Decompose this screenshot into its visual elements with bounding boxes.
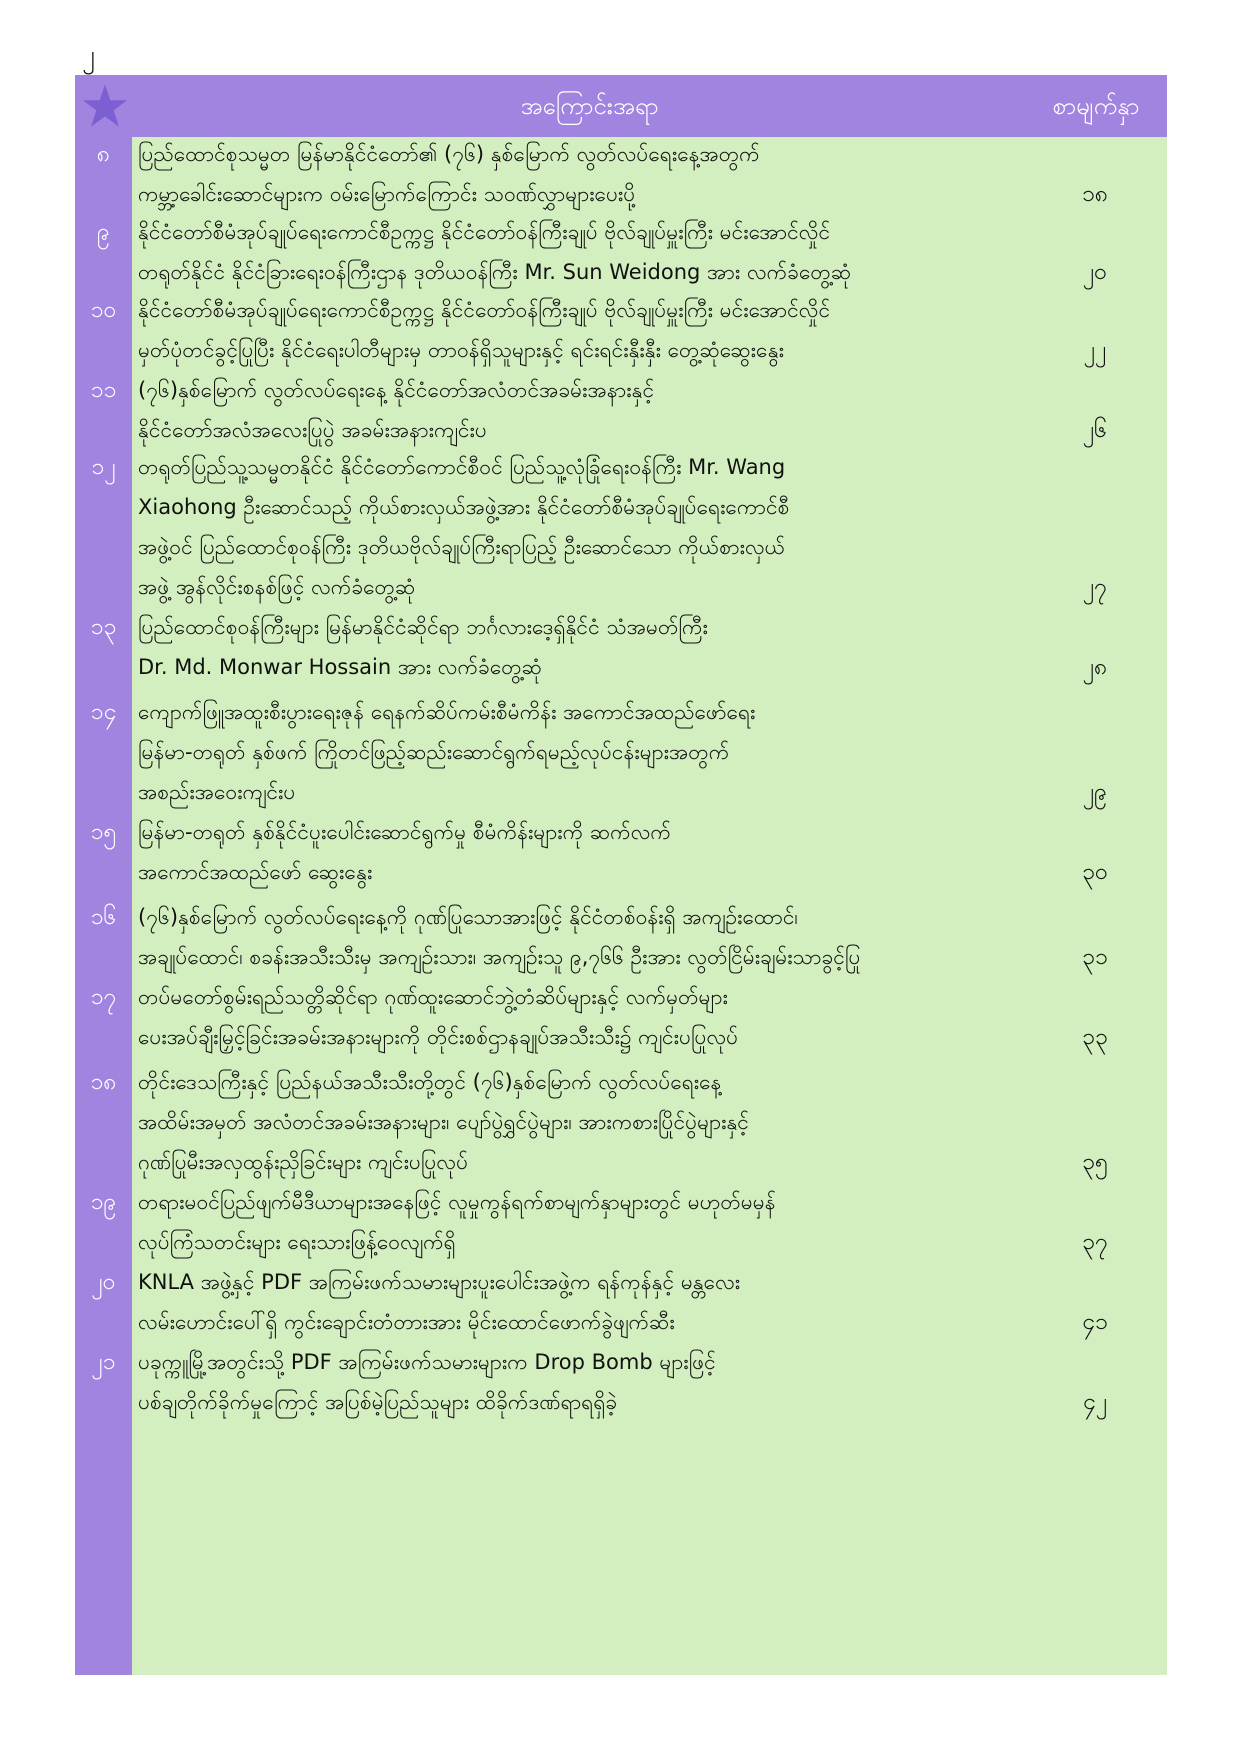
entry-title-line: ကမ္ဘာ့ခေါင်းဆောင်များက ဝမ်းမြောက်ကြောင်း သဝဏ်လွှာများပေးပို့ — [138, 182, 636, 206]
entry-number: ၈ — [96, 141, 111, 167]
entry-title-line: တရုတ်နိုင်ငံ နိုင်ငံခြားရေးဝန်ကြီးဌာန ဒုတိယဝန်ကြီး Mr. Sun Weidong အား လက်ခံတွေ့ဆုံ — [138, 260, 852, 284]
entry-page-number: ၃၇ — [1082, 1229, 1108, 1255]
entry-number: ၁၇ — [90, 984, 117, 1010]
entry-number: ၁၈ — [90, 1069, 117, 1095]
entry-page-number: ၂၈ — [1082, 654, 1108, 680]
entry-title-line: မြန်မာ-တရုတ် နှစ်ဖက် ကြိုတင်ဖြည့်ဆည်းဆောင်ရွက်ရမည့်လုပ်ငန်းများအတွက် — [138, 740, 730, 764]
entry-title — [138, 812, 1038, 892]
entry-title — [138, 212, 1038, 292]
entry-number: ၁၄ — [90, 699, 117, 725]
entry-title — [138, 134, 1038, 214]
entry-title-line: ဂုဏ်ပြုမီးအလှထွန်းညှိခြင်းများ ကျင်းပပြုလုပ် — [138, 1150, 469, 1174]
entry-title-line: Xiaohong ဦးဆောင်သည့် ကိုယ်စားလှယ်အဖွဲ့အား နိုင်ငံတော်စီမံအုပ်ချုပ်ရေးကောင်စီ — [138, 495, 790, 519]
entry-title-line: (၇၆)နှစ်မြောက် လွတ်လပ်ရေးနေ့ကို ဂုဏ်ပြုသောအားဖြင့် နိုင်ငံတစ်ဝန်းရှိ အကျဉ်းထောင်၊ — [138, 905, 798, 929]
entry-title-line: (၇၆)နှစ်မြောက် လွတ်လပ်ရေးနေ့ နိုင်ငံတော်အလံတင်အခမ်းအနားနှင့် — [138, 378, 655, 402]
entry-page-number: ၂၆ — [1082, 417, 1108, 443]
entry-title — [138, 1342, 1038, 1422]
entry-title-line: နိုင်ငံတော်အလံအလေးပြုပွဲ အခမ်းအနားကျင်းပ — [138, 418, 487, 442]
entry-page-number: ၂၂ — [1083, 337, 1107, 363]
entry-page-number: ၂၇ — [1082, 574, 1108, 600]
entry-title-line: တိုင်းဒေသကြီးနှင့် ပြည်နယ်အသီးသီးတို့တွင် (၇၆)နှစ်မြောက် လွတ်လပ်ရေးနေ့ — [138, 1070, 722, 1094]
table-of-contents — [75, 75, 1167, 1675]
entry-title-line: ပစ်ချတိုက်ခိုက်မှုကြောင့် အပြစ်မဲ့ပြည်သူများ ထိခိုက်ဒဏ်ရာရရှိခဲ့ — [138, 1390, 618, 1414]
entry-title — [138, 1062, 1038, 1182]
entry-page-number: ၃၁ — [1082, 944, 1108, 970]
entry-title-line: ပြည်ထောင်စုဝန်ကြီးများ မြန်မာနိုင်ငံဆိုင်ရာ ဘင်္ဂလားဒေ့ရှ်နိုင်ငံ သံအမတ်ကြီး — [138, 615, 708, 639]
entry-title — [138, 290, 1038, 370]
entry-title-line: လုပ်ကြံသတင်းများ ရေးသားဖြန့်ဝေလျက်ရှိ — [138, 1230, 456, 1254]
entry-title-line: အထိမ်းအမှတ် အလံတင်အခမ်းအနားများ၊ ပျော်ပွဲရွှင်ပွဲများ၊ အားကစားပြိုင်ပွဲများနှင့် — [138, 1110, 749, 1134]
entry-title-line: အကောင်အထည်ဖော် ဆွေးနွေး — [138, 860, 373, 884]
entry-title — [138, 1262, 1038, 1342]
entry-number: ၁၂ — [91, 454, 116, 480]
star-icon — [81, 81, 129, 131]
entry-page-number: ၁၈ — [1081, 181, 1109, 207]
entry-title-line: ကျောက်ဖြူအထူးစီးပွားရေးဇုန် ရေနက်ဆိပ်ကမ်းစီမံကိန်း အကောင်အထည်ဖော်ရေး — [138, 700, 756, 724]
entry-number: ၁၅ — [90, 819, 117, 845]
entry-number: ၁၉ — [90, 1189, 117, 1215]
entry-title — [138, 370, 1038, 450]
entry-title — [138, 977, 1038, 1057]
entry-number: ၂၁ — [91, 1349, 116, 1375]
entry-title-line: မြန်မာ-တရုတ် နှစ်နိုင်ငံပူးပေါင်းဆောင်ရွက်မှု စီမံကိန်းများကို ဆက်လက် — [138, 820, 671, 844]
entry-page-number: ၂၀ — [1082, 259, 1108, 285]
entry-title-line: အဖွဲ့ အွန်လိုင်းစနစ်ဖြင့် လက်ခံတွေ့ဆုံ — [138, 575, 416, 599]
entry-title-line: လမ်းဟောင်းပေါ်ရှိ ကွင်းချောင်းတံတားအား မိုင်းထောင်ဖောက်ခွဲဖျက်ဆီး — [138, 1310, 675, 1334]
entry-title — [138, 607, 1038, 687]
entry-page-number: ၂၉ — [1082, 779, 1108, 805]
entry-title-line: ပြည်ထောင်စုသမ္မတ မြန်မာနိုင်ငံတော်၏ (၇၆) နှစ်မြောက် လွတ်လပ်ရေးနေ့အတွက် — [138, 142, 760, 166]
entry-title — [138, 692, 1038, 812]
page-number: ၂ — [82, 40, 95, 70]
entry-page-number: ၄၁ — [1082, 1309, 1108, 1335]
entry-title-line: တရုတ်ပြည်သူ့သမ္မတနိုင်ငံ နိုင်ငံတော်ကောင်စီဝင် ပြည်သူ့လုံခြုံရေးဝန်ကြီး Mr. Wang — [138, 455, 786, 479]
entry-title-line: မှတ်ပုံတင်ခွင့်ပြုပြီး နိုင်ငံရေးပါတီများမှ တာဝန်ရှိသူများနှင့် ရင်းရင်းနှီးနှီး တွေ့ဆုံဆွေးနွေး — [138, 338, 784, 362]
toc-header — [75, 75, 1167, 137]
entry-number: ၁၆ — [90, 904, 117, 930]
entry-page-number: ၃၅ — [1082, 1149, 1108, 1175]
entry-title-line: Dr. Md. Monwar Hossain အား လက်ခံတွေ့ဆုံ — [138, 655, 542, 679]
entry-page-number: ၃၃ — [1082, 1024, 1108, 1050]
entry-number: ၁၀ — [90, 297, 117, 323]
entry-number: ၂၀ — [91, 1269, 116, 1295]
entry-page-number: ၃၀ — [1082, 859, 1108, 885]
entry-title — [138, 1182, 1038, 1262]
entry-title-line: နိုင်ငံတော်စီမံအုပ်ချုပ်ရေးကောင်စီဥက္ကဋ္ဌ နိုင်ငံတော်ဝန်ကြီးချုပ် ဗိုလ်ချုပ်မှူးကြီး မင်းအောင်လှိုင် — [138, 220, 831, 244]
entry-number: ၉ — [97, 219, 110, 245]
page-column-label: စာမျက်နှာ — [1052, 92, 1140, 120]
entry-number: ၁၁ — [90, 377, 117, 403]
entry-title-line: အချုပ်ထောင်၊ စခန်းအသီးသီးမှ အကျဉ်းသား၊ အကျဉ်းသူ ၉,၇၆၆ ဦးအား လွတ်ငြိမ်းချမ်းသာခွင့်ပြု — [138, 945, 861, 969]
entry-title-line: ပေးအပ်ချီးမြှင့်ခြင်းအခမ်းအနားများကို တိုင်းစစ်ဌာနချုပ်အသီးသီး၌ ကျင်းပပြုလုပ် — [138, 1025, 739, 1049]
entry-title-line: KNLA အဖွဲ့နှင့် PDF အကြမ်းဖက်သမားများပူးပေါင်းအဖွဲ့က ရန်ကုန်နှင့် မန္တလေး — [138, 1270, 741, 1294]
entry-title-line: တပ်မတော်စွမ်းရည်သတ္တိဆိုင်ရာ ဂုဏ်ထူးဆောင်ဘွဲ့တံဆိပ်များနှင့် လက်မှတ်များ — [138, 985, 728, 1009]
entry-title-line: နိုင်ငံတော်စီမံအုပ်ချုပ်ရေးကောင်စီဥက္ကဋ္ဌ နိုင်ငံတော်ဝန်ကြီးချုပ် ဗိုလ်ချုပ်မှူးကြီး မင်းအောင်လှိုင် — [138, 298, 831, 322]
entry-title-line: အဖွဲ့ဝင် ပြည်ထောင်စုဝန်ကြီး ဒုတိယဗိုလ်ချုပ်ကြီးရာပြည့် ဦးဆောင်သော ကိုယ်စားလှယ် — [138, 535, 786, 559]
entry-title-line: တရားမဝင်ပြည်ဖျက်မီဒီယာများအနေဖြင့် လူမှုကွန်ရက်စာမျက်နှာများတွင် မဟုတ်မမှန် — [138, 1190, 776, 1214]
entry-page-number: ၄၂ — [1082, 1389, 1108, 1415]
entry-title — [138, 447, 1038, 607]
entry-title-line: အစည်းအဝေးကျင်းပ — [138, 780, 296, 804]
entry-title-line: ပခုက္ကူမြို့အတွင်းသို့ PDF အကြမ်းဖက်သမားများက Drop Bomb များဖြင့် — [138, 1350, 716, 1374]
entry-title — [138, 897, 1038, 977]
entry-number: ၁၃ — [90, 614, 117, 640]
toc-title: အကြောင်းအရာ — [520, 92, 659, 120]
